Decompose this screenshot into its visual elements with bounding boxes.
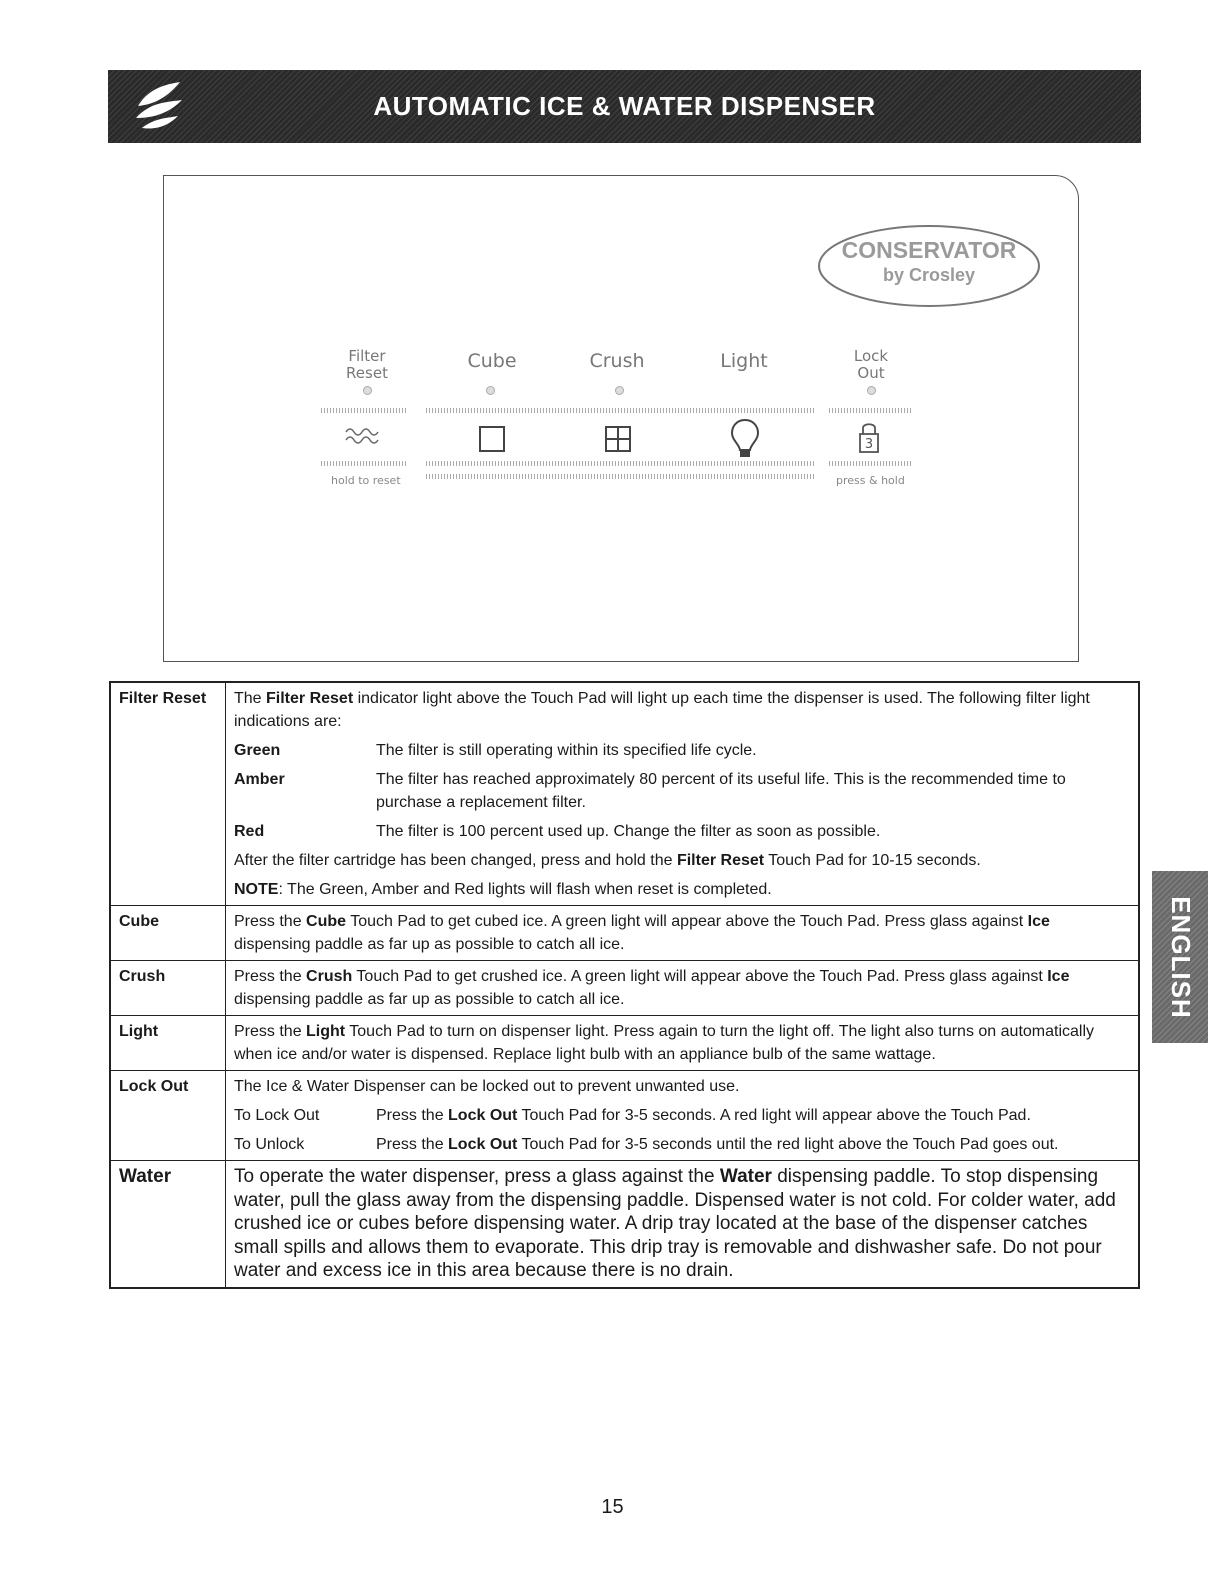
row-key: Crush [110,961,226,1016]
row-key: Cube [110,906,226,961]
divider [321,408,407,413]
language-tab-label: ENGLISH [1165,895,1196,1019]
lock-out-label: Lock Out [853,347,889,382]
cube-indicator-light [486,386,495,395]
table-row [110,1161,1139,1288]
filter-green-row: Green The filter is still operating within its specified life cycle. [234,742,757,759]
water-drops-icon[interactable] [344,424,384,448]
divider [426,408,816,413]
lock-icon-digit: 3 [864,437,874,452]
cube-label: Cube [467,350,517,372]
filter-amber-row: Amber The filter has reached approximately 80 percent of its useful life. This is the recommended time to purchase a replacement filter. [234,771,1066,811]
brand-name: CONSERVATOR [841,237,1017,263]
unlock-row: To Unlock Press the Lock Out Touch Pad for 3-5 seconds until the red light above the Touch Pad goes out. [234,1136,1059,1153]
table-row [110,961,1139,1016]
row-description: Press the Light Touch Pad to turn on dispenser light. Press again to turn the light off. The light also turns on automatically when ice and/or water is dispensed. Replace light bulb with an appliance bulb of the same wattage. [226,1016,1140,1071]
light-bulb-icon[interactable] [730,418,760,460]
lock-row: To Lock Out Press the Lock Out Touch Pad for 3-5 seconds. A red light will appear above the Touch Pad. [234,1107,1031,1124]
divider [829,408,911,413]
filter-red-row: Red The filter is 100 percent used up. Change the filter as soon as possible. [234,823,881,840]
crush-indicator-light [615,386,624,395]
table-row [110,1071,1139,1161]
row-key: Filter Reset [110,682,226,906]
row-description: Press the Cube Touch Pad to get cubed ice. A green light will appear above the Touch Pad. Press glass against Ice dispensing paddle as far up as possible to catch all ice. [226,906,1140,961]
ice-leaves-icon [130,76,186,136]
row-description: Press the Crush Touch Pad to get crushed ice. A green light will appear above the Touch Pad. Press glass against Ice dispensing paddle as far up as possible to catch all ice. [226,961,1140,1016]
divider [426,461,816,466]
header-banner [108,70,1141,143]
control-panel-illustration [163,175,1079,662]
row-key: Lock Out [110,1071,226,1161]
filter-indicator-light [363,386,372,395]
page-title: AUTOMATIC ICE & WATER DISPENSER [373,91,876,121]
brand-logo [814,221,1044,319]
press-and-hold-note: press & hold [836,474,905,487]
row-description: The Ice & Water Dispenser can be locked out to prevent unwanted use. To Lock Out Press the Lock Out Touch Pad for 3-5 seconds. A red light will appear above the Touch Pad. To Unlock Press the Lock Out Touch Pad for 3-5 seconds until the red light above the Touch Pad goes out. [226,1071,1140,1161]
row-description: The Filter Reset indicator light above the Touch Pad will light up each time the dispenser is used. The following filter light indications are: Green The filter is still operating within its specified life cycle. Amber The filter has reached approximately 80 percent of its useful life. This is the recommended time to purchase a replacement filter. Red The filter is 100 percent used up. Change the filter as soon as possible. After the filter cartridge has been changed, press and hold the Filter Reset Touch Pad for 10-15 seconds. NOTE: The Green, Amber and Red lights will flash when reset is completed. [226,682,1140,906]
lock-indicator-light [867,386,876,395]
divider [321,461,407,466]
hold-to-reset-note: hold to reset [331,474,401,487]
row-key: Light [110,1016,226,1071]
table-row [110,906,1139,961]
divider [426,474,816,479]
row-description: To operate the water dispenser, press a glass against the Water dispensing paddle. To stop dispensing water, pull the glass away from the dispensing paddle. Dispensed water is not cold. For colder water, add crushed ice or cubes before dispensing water. A drip tray located at the base of the dispenser catches small spills and allows them to evaporate. This drip tray is removable and dishwasher safe. Do not pour water and excess ice in this area because there is no drain. [226,1161,1140,1288]
language-tab [1152,871,1208,1043]
filter-reset-label: Filter Reset [346,347,388,382]
lock-icon[interactable] [858,420,880,454]
dispenser-functions-table [109,681,1140,1289]
brand-subtitle: by Crosley [882,265,976,285]
page-number: 15 [601,1496,624,1518]
row-key: Water [110,1161,226,1288]
table-row [110,682,1139,906]
light-label: Light [720,350,768,372]
cube-icon[interactable] [478,425,506,453]
crush-label: Crush [589,350,645,372]
divider [829,461,911,466]
table-row [110,1016,1139,1071]
crush-icon[interactable] [604,425,632,453]
